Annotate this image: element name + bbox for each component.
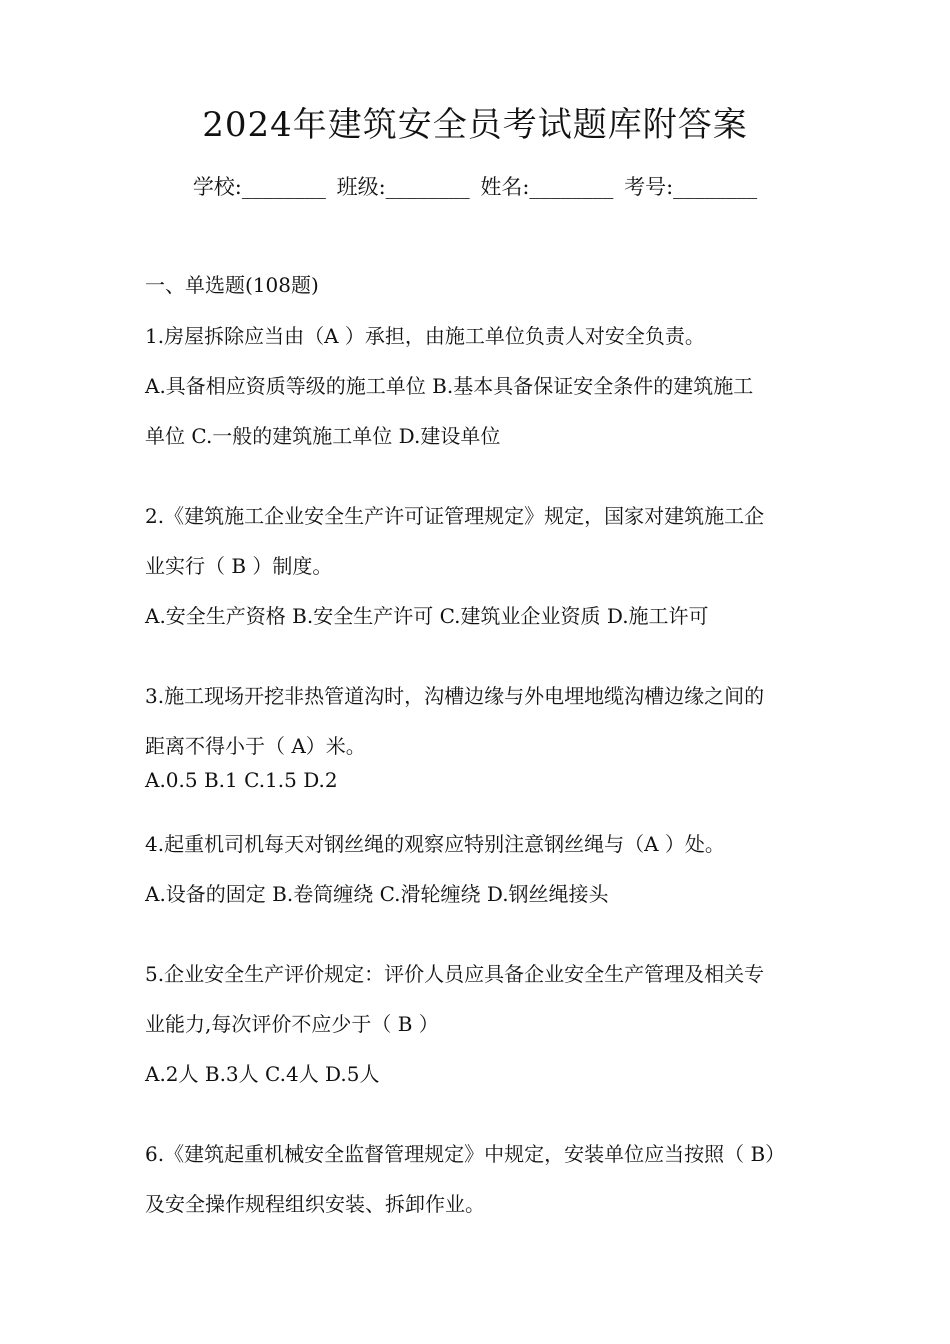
question-text: 6.《建筑起重机械安全监督管理规定》中规定，安装单位应当按照（ B） <box>145 1142 786 1166</box>
class-field: 班级:________ <box>336 175 470 199</box>
question-1 <box>145 319 825 469</box>
question-text: 及安全操作规程组织安装、拆卸作业。 <box>145 1192 485 1216</box>
question-text: 5.企业安全生产评价规定：评价人员应具备企业安全生产管理及相关专 <box>145 962 765 986</box>
question-options: A.0.5 B.1 C.1.5 D.2 <box>145 768 338 792</box>
question-text: 2.《建筑施工企业安全生产许可证管理规定》规定，国家对建筑施工企 <box>145 504 765 528</box>
question-text: 业实行（ B ）制度。 <box>145 554 333 578</box>
exam-number-field: 考号:________ <box>624 175 758 199</box>
question-6 <box>145 1137 825 1237</box>
student-info-row <box>0 170 950 204</box>
question-3 <box>145 679 825 797</box>
question-text: 3.施工现场开挖非热管道沟时，沟槽边缘与外电埋地缆沟槽边缘之间的 <box>145 684 765 708</box>
question-4 <box>145 827 825 927</box>
question-options: A.具备相应资质等级的施工单位 B.基本具备保证安全条件的建筑施工 <box>145 374 754 398</box>
question-text: 距离不得小于（ A）米。 <box>145 734 366 758</box>
document-title: 2024年建筑安全员考试题库附答案 <box>202 105 748 145</box>
name-field: 姓名:________ <box>480 175 614 199</box>
question-spacer <box>145 469 825 499</box>
question-options: A.2人 B.3人 C.4人 D.5人 <box>145 1062 380 1086</box>
school-field: 学校:________ <box>192 175 326 199</box>
section-heading: 一、单选题(108题) <box>145 273 319 297</box>
question-2 <box>145 499 825 649</box>
question-options: 单位 C.一般的建筑施工单位 D.建设单位 <box>145 424 501 448</box>
question-options: A.安全生产资格 B.安全生产许可 C.建筑业企业资质 D.施工许可 <box>145 604 709 628</box>
question-text: 1.房屋拆除应当由（A ）承担，由施工单位负责人对安全负责。 <box>145 324 705 348</box>
question-options: A.设备的固定 B.卷筒缠绕 C.滑轮缠绕 D.钢丝绳接头 <box>145 882 609 906</box>
question-spacer <box>145 649 825 679</box>
question-spacer <box>145 1107 825 1137</box>
question-spacer <box>145 927 825 957</box>
question-text: 4.起重机司机每天对钢丝绳的观察应特别注意钢丝绳与（A ）处。 <box>145 832 725 856</box>
question-text: 业能力,每次评价不应少于（ B ） <box>145 1012 439 1036</box>
question-spacer <box>145 797 825 827</box>
question-5 <box>145 957 825 1107</box>
question-list <box>145 268 825 1237</box>
